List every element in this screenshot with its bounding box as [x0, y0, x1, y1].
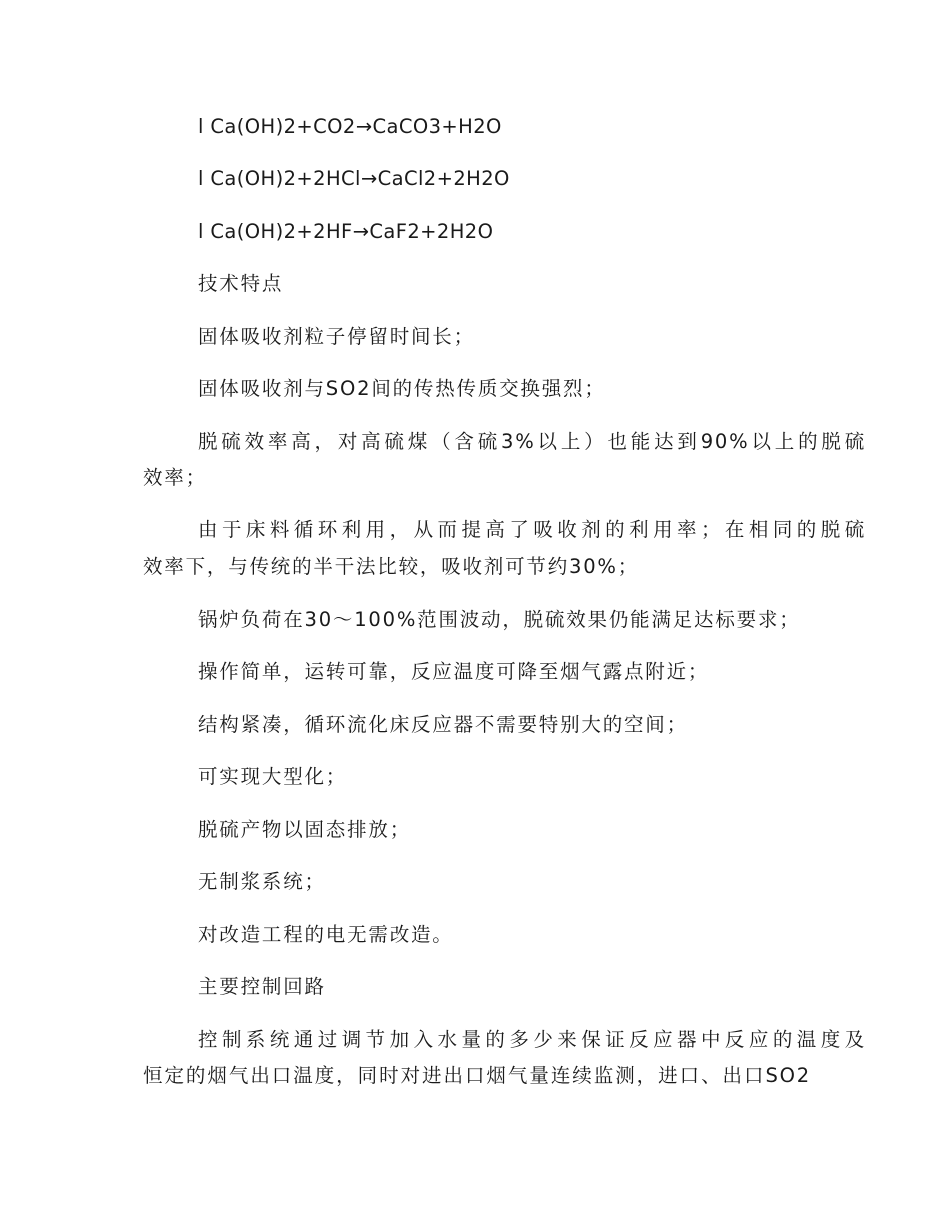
feature-item: 固体吸收剂与SO2间的传热传质交换强烈；	[198, 377, 606, 400]
feature-item: 固体吸收剂粒子停留时间长；	[198, 325, 475, 348]
feature-item: 脱硫效率高，对高硫煤（含硫3%以上）也能达到90%以上的脱硫	[198, 430, 866, 453]
feature-item-continuation: 效率；	[143, 466, 207, 489]
control-paragraph-line: 恒定的烟气出口温度，同时对进出口烟气量连续监测，进口、出口SO2	[143, 1064, 811, 1087]
feature-item-continuation: 效率下，与传统的半干法比较，吸收剂可节约30%；	[143, 555, 640, 578]
feature-item: 无制浆系统；	[198, 870, 326, 893]
feature-item: 操作简单，运转可靠，反应温度可降至烟气露点附近；	[198, 660, 710, 683]
feature-item: 锅炉负荷在30～100%范围波动，脱硫效果仍能满足达标要求；	[198, 608, 801, 631]
feature-item: 脱硫产物以固态排放；	[198, 818, 412, 841]
control-paragraph-line: 控制系统通过调节加入水量的多少来保证反应器中反应的温度及	[198, 1028, 866, 1051]
reaction-formula-hf: l Ca(OH)2+2HF→CaF2+2H2O	[198, 220, 494, 243]
reaction-formula-co2: l Ca(OH)2+CO2→CaCO3+H2O	[198, 115, 502, 138]
section-heading-tech-features: 技术特点	[198, 272, 284, 295]
feature-item: 结构紧凑，循环流化床反应器不需要特别大的空间；	[198, 713, 688, 736]
feature-item: 可实现大型化；	[198, 765, 348, 788]
reaction-formula-hcl: l Ca(OH)2+2HCl→CaCl2+2H2O	[198, 167, 510, 190]
feature-item: 由于床料循环利用，从而提高了吸收剂的利用率；在相同的脱硫	[198, 518, 866, 541]
feature-item: 对改造工程的电无需改造。	[198, 923, 454, 946]
section-heading-control-loops: 主要控制回路	[198, 975, 326, 998]
